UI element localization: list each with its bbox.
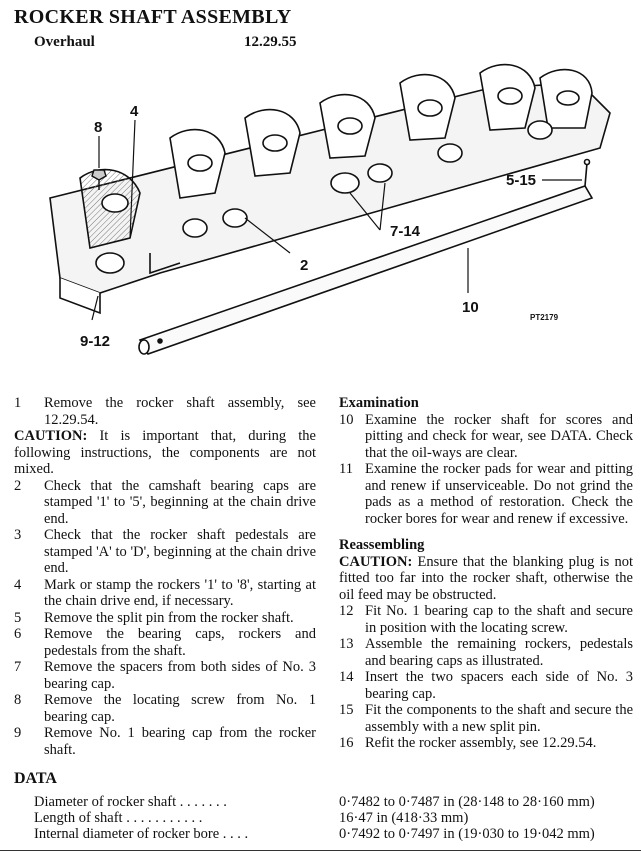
step-15: 15 Fit the components to the shaft and secure the assembly with a new split pin. — [339, 702, 633, 735]
operation-code: 12.29.55 — [244, 34, 297, 50]
step-13: 13 Assemble the remaining rockers, pedestals and bearing caps as illustrated. — [339, 636, 633, 669]
data-value-shaft-diameter: 0·7482 to 0·7487 in (28·148 to 28·160 mm) — [339, 794, 595, 810]
data-label-shaft-length: Length of shaft . . . . . . . . . . . — [34, 810, 203, 826]
data-value-bore-diameter: 0·7492 to 0·7497 in (19·030 to 19·042 mm) — [339, 826, 595, 842]
step-14: 14 Insert the two spacers each side of No. 3 bearing cap. — [339, 669, 633, 702]
label-7-14: 7-14 — [390, 223, 421, 240]
left-column — [14, 395, 316, 758]
caution-components: CAUTION: It is important that, during the following instructions, the components are not mixed. — [14, 428, 316, 477]
label-8: 8 — [94, 119, 103, 136]
step-3: 3 Check that the rocker shaft pedestals are stamped 'A' to 'D', beginning at the chain drive end. — [14, 527, 316, 576]
figure-reference: PT2179 — [530, 313, 559, 322]
label-5-15: 5-15 — [506, 172, 537, 189]
data-heading: DATA — [14, 770, 57, 787]
examination-heading: Examination — [339, 395, 419, 411]
section-label: Overhaul — [34, 34, 95, 50]
step-11: 11 Examine the rocker pads for wear and pitting and renew if unserviceable. Do not grind the pads as a method of restoration. Check the rocker bores for wear and renew if excessive. — [339, 461, 633, 527]
label-10: 10 — [462, 299, 479, 316]
step-12: 12 Fit No. 1 bearing cap to the shaft and secure in position with the locating screw. — [339, 603, 633, 636]
step-9: 9 Remove No. 1 bearing cap from the rocker shaft. — [14, 725, 316, 758]
step-8: 8 Remove the locating screw from No. 1 bearing cap. — [14, 692, 316, 725]
footer-rule — [0, 850, 641, 851]
step-6: 6 Remove the bearing caps, rockers and pedestals from the shaft. — [14, 626, 316, 659]
page-title: ROCKER SHAFT ASSEMBLY — [14, 6, 292, 28]
label-4: 4 — [130, 103, 139, 120]
label-9-12: 9-12 — [80, 333, 111, 350]
data-label-bore-diameter: Internal diameter of rocker bore . . . . — [34, 826, 249, 842]
step-4: 4 Mark or stamp the rockers '1' to '8', starting at the chain drive end, if necessary. — [14, 576, 316, 609]
step-1: 1 Remove the rocker shaft assembly, see 12.29.54. — [14, 395, 316, 428]
step-7: 7 Remove the spacers from both sides of No. 3 bearing cap. — [14, 659, 316, 692]
data-label-shaft-diameter: Diameter of rocker shaft . . . . . . . — [34, 794, 227, 810]
label-2: 2 — [300, 257, 309, 274]
step-16: 16 Refit the rocker assembly, see 12.29.54. — [339, 735, 597, 751]
step-5: 5 Remove the split pin from the rocker shaft. — [14, 609, 294, 626]
caution-blanking-plug: CAUTION: Ensure that the blanking plug is not fitted too far into the rocker shaft, otherwise the oil feed may be obstructed. — [339, 553, 633, 603]
right-column — [339, 395, 633, 752]
step-2: 2 Check that the camshaft bearing caps are stamped '1' to '5', beginning at the chain drive end. — [14, 477, 316, 527]
step-10: 10 Examine the rocker shaft for scores and pitting and check for wear, see DATA. Check that the oil-ways are clear. — [339, 411, 633, 461]
data-value-shaft-length: 16·47 in (418·33 mm) — [339, 810, 469, 826]
rocker-shaft-illustration — [20, 58, 630, 378]
reassembling-heading: Reassembling — [339, 537, 425, 553]
